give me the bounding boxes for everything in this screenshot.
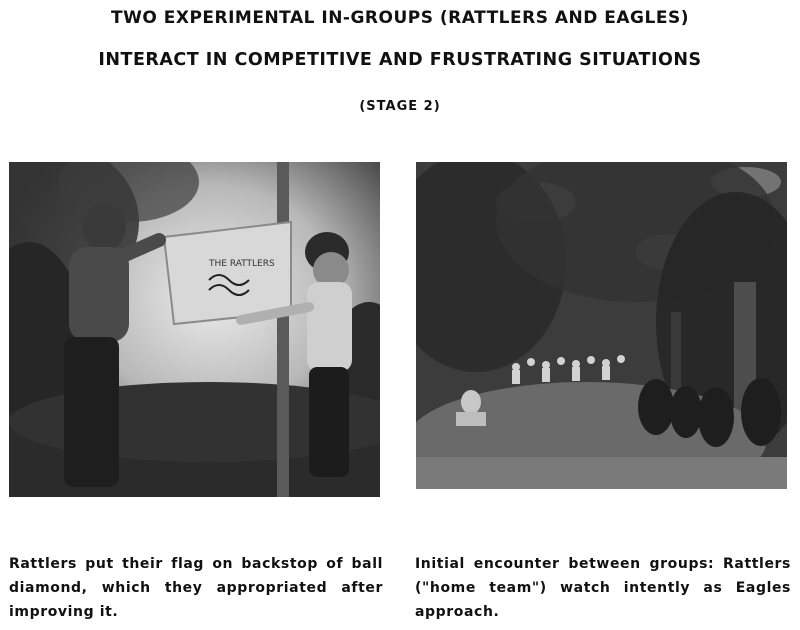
stage-label: (STAGE 2) [359, 99, 441, 114]
page-title-line-1: TWO EXPERIMENTAL IN-GROUPS (RATTLERS AND EAGLES) [111, 8, 689, 28]
page-title-line-2: INTERACT IN COMPETITIVE AND FRUSTRATING SITUATIONS [98, 50, 702, 70]
photo-rattlers-flag [9, 162, 380, 497]
caption-right: Initial encounter between groups: Rattlers ("home team") watch intently as Eagles approach. [415, 556, 791, 620]
photo-initial-encounter [416, 162, 787, 489]
rattlers-flag [164, 222, 291, 324]
caption-left: Rattlers put their flag on backstop of ball diamond, which they appropriated after improving it. [9, 556, 383, 620]
flag-text: THE RATTLERS [209, 259, 275, 269]
